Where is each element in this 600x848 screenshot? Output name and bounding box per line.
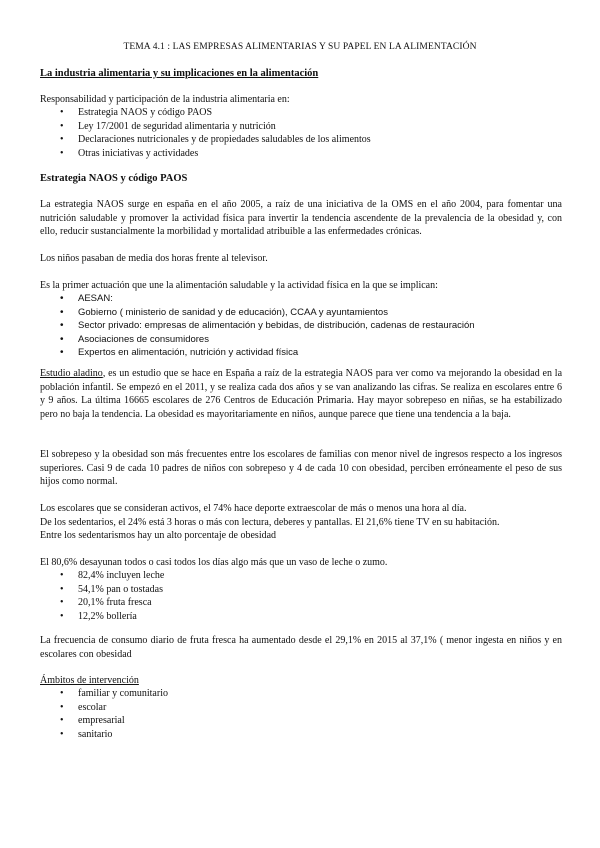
section-heading-industria: La industria alimentaria y su implicaciones en la alimentación bbox=[40, 68, 319, 79]
list-item: • Asociaciones de consumidores bbox=[40, 333, 562, 347]
ambitos-list bbox=[40, 687, 562, 741]
section-heading-naos: Estrategia NAOS y código PAOS bbox=[40, 173, 188, 184]
naos-paragraph-3: Es la primer actuación que une la alimentación saludable y la actividad física en la que se implican: bbox=[40, 280, 438, 291]
ambitos-heading: Ámbitos de intervención bbox=[40, 675, 139, 686]
list-item: • familiar y comunitario bbox=[40, 687, 562, 701]
naos-paragraph-8: La frecuencia de consumo diario de fruta fresca ha aumentado desde el 29,1% en 2015 al 37,1% ( menor ingesta en niños y en escolares con obesidad bbox=[40, 635, 562, 660]
naos-paragraph-6: Los escolares que se consideran activos, el 74% hace deporte extraescolar de más o menos una hora al día. De los sedentarios, el 24% está 3 horas o más con lectura, deberes y pantallas. El 21,6% tiene TV en su habitación. Entre los sedentarismos hay un alto porcentaje de obesidad bbox=[40, 503, 500, 541]
list-item: • Sector privado: empresas de alimentación y bebidas, de distribución, cadenas de restauración bbox=[40, 319, 562, 333]
list-item: • empresarial bbox=[40, 714, 562, 728]
naos-paragraph-7: El 80,6% desayunan todos o casi todos los días algo más que un vaso de leche o zumo. bbox=[40, 557, 388, 568]
list-item: • Otras iniciativas y actividades bbox=[40, 147, 562, 161]
aladino-paragraph: Estudio aladino, es un estudio que se hace en España a raíz de la estrategia NAOS para ver como va mejorando la obesidad en la población infantil. Se empezó en el 2011, y se realiza cada dos años y se van analizando las cifras. Se realiza en escolares entre 6 y 9 años. La última 16665 escolares de 276 Centros de Educación Primaria. Hay mayor sobrepeso en niñas, se ha estabilizado pero no baja la tendencia. La obesidad es mayoritariamente en niños, aunque parece que tiene una tendencia a la baja. bbox=[40, 368, 563, 420]
list-item: • Ley 17/2001 de seguridad alimentaria y nutrición bbox=[40, 120, 562, 134]
list-item: • AESAN: bbox=[40, 292, 562, 306]
list-item: • Gobierno ( ministerio de sanidad y de educación), CCAA y ayuntamientos bbox=[40, 306, 562, 320]
list-item: • sanitario bbox=[40, 728, 562, 742]
naos-paragraph-1: La estrategia NAOS surge en españa en el año 2005, a raíz de una iniciativa de la OMS en el año 2004, para fomentar una nutrición saludable y promover la actividad física para invertir la tendencia ascendente de la prevalencia de la obesidad y, con ello, reducir sustancialmente la morbilidad y mortalidad atribuible a las enfermedades crónicas. bbox=[40, 199, 562, 237]
list-item: • Estrategia NAOS y código PAOS bbox=[40, 106, 562, 120]
list-item: • 82,4% incluyen leche bbox=[40, 569, 562, 583]
industria-intro: Responsabilidad y participación de la industria alimentaria en: bbox=[40, 94, 290, 105]
page-title: TEMA 4.1 : LAS EMPRESAS ALIMENTARIAS Y SU PAPEL EN LA ALIMENTACIÓN bbox=[123, 42, 477, 52]
list-item: • escolar bbox=[40, 701, 562, 715]
list-item: • 20,1% fruta fresca bbox=[40, 596, 562, 610]
actors-list bbox=[40, 292, 562, 360]
list-item: • Expertos en alimentación, nutrición y actividad física bbox=[40, 346, 562, 360]
breakfast-list bbox=[40, 569, 562, 623]
industria-list bbox=[40, 106, 562, 160]
naos-paragraph-2: Los niños pasaban de media dos horas frente al televisor. bbox=[40, 253, 268, 264]
list-item: • Declaraciones nutricionales y de propiedades saludables de los alimentos bbox=[40, 133, 562, 147]
list-item: • 12,2% bollería bbox=[40, 610, 562, 624]
list-item: • 54,1% pan o tostadas bbox=[40, 583, 562, 597]
aladino-label: Estudio aladino bbox=[40, 368, 103, 379]
naos-paragraph-5: El sobrepeso y la obesidad son más frecuentes entre los escolares de familias con menor nivel de ingresos respecto a los ingresos superiores. Casi 9 de cada 10 padres de niños con sobrepeso y 4 de cada 10 con obesidad, perciben erróneamente el peso de sus hijos como normal. bbox=[40, 449, 562, 487]
